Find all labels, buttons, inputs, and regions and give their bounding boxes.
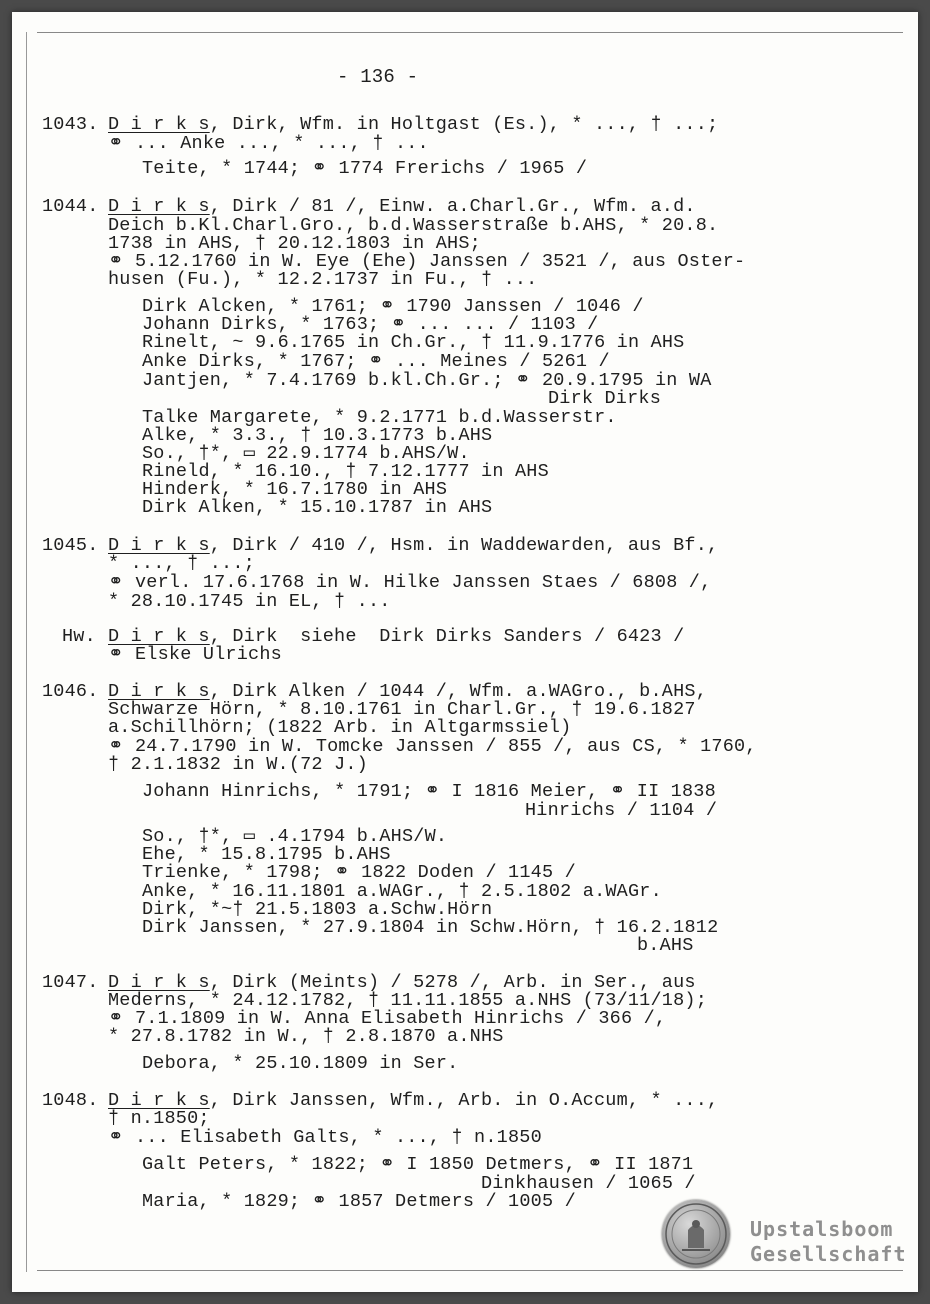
child-line: Maria, * 1829; ⚭ 1857 Detmers / 1005 / xyxy=(142,1191,576,1212)
child-line: Anke Dirks, * 1767; ⚭ ... Meines / 5261 / xyxy=(142,351,610,372)
entry-line: ⚭ Elske Ulrichs xyxy=(108,644,282,665)
entry-head-line: D i r k s, Dirk / 410 /, Hsm. in Waddewarden, aus Bf., xyxy=(108,535,719,556)
child-line: Alke, * 3.3., † 10.3.1773 b.AHS xyxy=(142,425,493,446)
seal-logo-icon xyxy=(662,1200,730,1268)
child-line: Rineld, * 16.10., † 7.12.1777 in AHS xyxy=(142,461,549,482)
child-line: Hinderk, * 16.7.1780 in AHS xyxy=(142,479,448,500)
child-line: So., †*, ▭ .4.1794 b.AHS/W. xyxy=(142,826,448,847)
entry-line: * 28.10.1745 in EL, † ... xyxy=(108,591,391,612)
brand-name-line2: Gesellschaft xyxy=(750,1242,907,1266)
entry-line: Mederns, * 24.12.1782, † 11.11.1855 a.NHS (73/11/18); xyxy=(108,990,707,1011)
child-line: Galt Peters, * 1822; ⚭ I 1850 Detmers, ⚭ II 1871 xyxy=(142,1154,694,1175)
child-line: Johann Dirks, * 1763; ⚭ ... ... / 1103 / xyxy=(142,314,599,335)
child-line: Johann Hinrichs, * 1791; ⚭ I 1816 Meier, ⚭ II 1838 xyxy=(142,781,716,802)
entry-number: 1044. xyxy=(42,196,99,217)
child-line-continuation: Dinkhausen / 1065 / xyxy=(481,1173,696,1194)
entry-line: * ..., † ...; xyxy=(108,553,255,574)
document-page xyxy=(12,12,918,1292)
entry-line: † n.1850; xyxy=(108,1108,210,1129)
left-rule xyxy=(26,32,27,1272)
child-line: Jantjen, * 7.4.1769 b.kl.Ch.Gr.; ⚭ 20.9.1795 in WA xyxy=(142,370,712,391)
entry-line: 1738 in AHS, † 20.12.1803 in AHS; xyxy=(108,233,481,254)
child-line-continuation: Hinrichs / 1104 / xyxy=(525,800,718,821)
child-line: So., †*, ▭ 22.9.1774 b.AHS/W. xyxy=(142,443,470,464)
surname-underlined: D i r k s xyxy=(108,196,210,217)
entry-number: 1045. xyxy=(42,535,99,556)
entry-line: * 27.8.1782 in W., † 2.8.1870 a.NHS xyxy=(108,1026,504,1047)
surname-underlined: D i r k s xyxy=(108,535,210,556)
child-line: Talke Margarete, * 9.2.1771 b.d.Wasserstr. xyxy=(142,407,617,428)
surname-underlined: D i r k s xyxy=(108,114,210,135)
entry-head-line: D i r k s, Dirk Janssen, Wfm., Arb. in O.Accum, * ..., xyxy=(108,1090,719,1111)
entry-head-line: D i r k s, Dirk / 81 /, Einw. a.Charl.Gr., Wfm. a.d. xyxy=(108,196,696,217)
entry-line: a.Schillhörn; (1822 Arb. in Altgarmssiel) xyxy=(108,717,572,738)
child-line: Rinelt, ~ 9.6.1765 in Ch.Gr., † 11.9.1776 in AHS xyxy=(142,332,685,353)
entry-number: Hw. xyxy=(62,626,96,647)
entry-number: 1048. xyxy=(42,1090,99,1111)
entry-line: ⚭ ... Elisabeth Galts, * ..., † n.1850 xyxy=(108,1127,542,1148)
page-number: - 136 - xyxy=(337,66,419,88)
child-line: Trienke, * 1798; ⚭ 1822 Doden / 1145 / xyxy=(142,862,576,883)
entry-line: ⚭ 24.7.1790 in W. Tomcke Janssen / 855 /, aus CS, * 1760, xyxy=(108,736,757,757)
child-line: Dirk Janssen, * 27.9.1804 in Schw.Hörn, † 16.2.1812 xyxy=(142,917,719,938)
child-line-continuation: Dirk Dirks xyxy=(548,388,662,409)
entry-line: husen (Fu.), * 12.2.1737 in Fu., † ... xyxy=(108,269,538,290)
entry-line: ⚭ ... Anke ..., * ..., † ... xyxy=(108,133,429,154)
entry-number: 1043. xyxy=(42,114,99,135)
bottom-rule xyxy=(37,1270,903,1271)
entry-number: 1047. xyxy=(42,972,99,993)
entry-number: 1046. xyxy=(42,681,99,702)
child-line: Teite, * 1744; ⚭ 1774 Frerichs / 1965 / xyxy=(142,158,588,179)
child-line: Anke, * 16.11.1801 a.WAGr., † 2.5.1802 a.WAGr. xyxy=(142,881,662,902)
entry-head-line: D i r k s, Dirk, Wfm. in Holtgast (Es.), * ..., † ...; xyxy=(108,114,719,135)
brand-name-line1: Upstalsboom xyxy=(750,1217,894,1241)
entry-head-line: D i r k s, Dirk (Meints) / 5278 /, Arb. in Ser., aus xyxy=(108,972,696,993)
entry-line: ⚭ 5.12.1760 in W. Eye (Ehe) Janssen / 3521 /, aus Oster- xyxy=(108,251,746,272)
child-line: Ehe, * 15.8.1795 b.AHS xyxy=(142,844,391,865)
surname-underlined: D i r k s xyxy=(108,681,210,702)
entry-line: Schwarze Hörn, * 8.10.1761 in Charl.Gr., † 19.6.1827 xyxy=(108,699,696,720)
child-line: Dirk Alken, * 15.10.1787 in AHS xyxy=(142,497,493,518)
top-rule xyxy=(37,32,903,33)
entry-line: ⚭ verl. 17.6.1768 in W. Hilke Janssen Staes / 6808 /, xyxy=(108,572,712,593)
entry-line: Deich b.Kl.Charl.Gro., b.d.Wasserstraße b.AHS, * 20.8. xyxy=(108,215,719,236)
entry-line: † 2.1.1832 in W.(72 J.) xyxy=(108,754,368,775)
entry-head-line: D i r k s, Dirk siehe Dirk Dirks Sanders / 6423 / xyxy=(108,626,685,647)
surname-underlined: D i r k s xyxy=(108,1090,210,1111)
entry-line: ⚭ 7.1.1809 in W. Anna Elisabeth Hinrichs / 366 /, xyxy=(108,1008,667,1029)
child-line: Dirk Alcken, * 1761; ⚭ 1790 Janssen / 1046 / xyxy=(142,296,644,317)
child-line: Dirk, *~† 21.5.1803 a.Schw.Hörn xyxy=(142,899,493,920)
surname-underlined: D i r k s xyxy=(108,972,210,993)
entry-head-line: D i r k s, Dirk Alken / 1044 /, Wfm. a.WAGro., b.AHS, xyxy=(108,681,707,702)
surname-underlined: D i r k s xyxy=(108,626,210,647)
child-line-continuation: b.AHS xyxy=(637,935,694,956)
child-line: Debora, * 25.10.1809 in Ser. xyxy=(142,1053,459,1074)
